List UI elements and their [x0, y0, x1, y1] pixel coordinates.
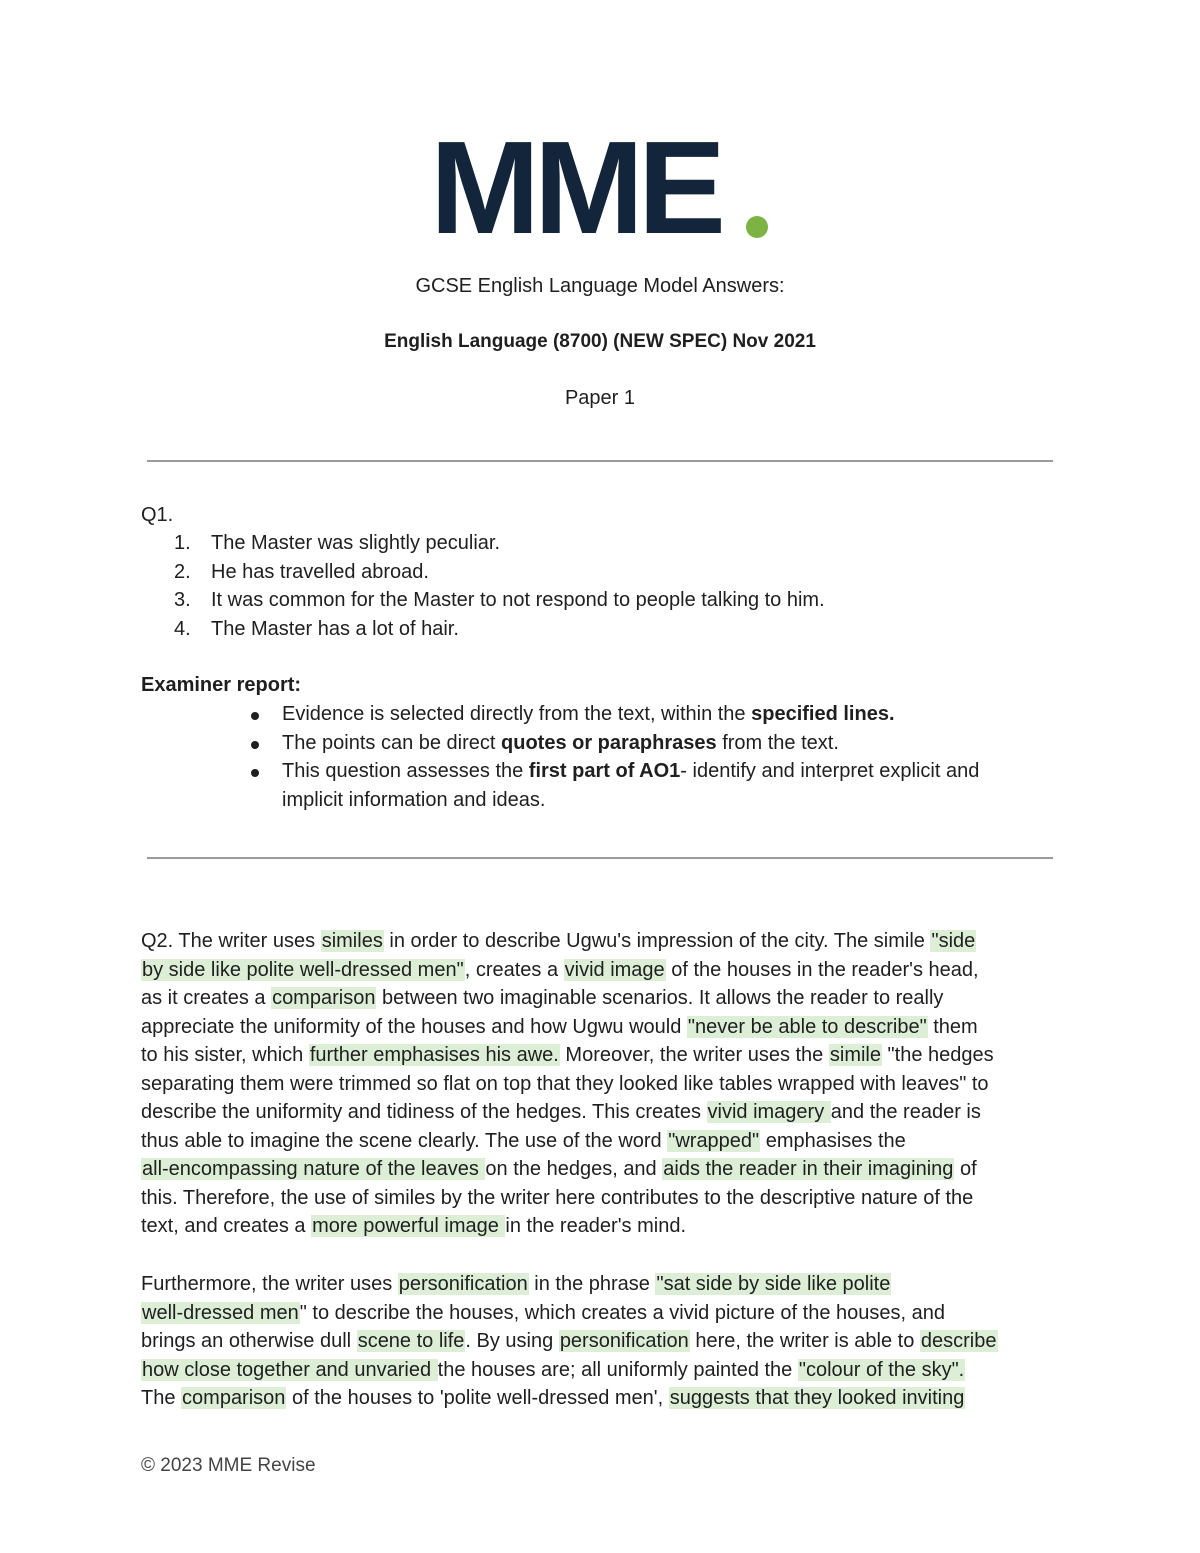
text: of [954, 1158, 977, 1181]
text: emphasises the [760, 1129, 906, 1152]
text: Q2. The writer uses [141, 930, 321, 952]
highlight: personification [398, 1273, 528, 1295]
text: here, the writer is able to [689, 1330, 920, 1353]
text: brings an otherwise dull [141, 1330, 357, 1353]
text: text, and creates a [141, 1215, 312, 1238]
copyright-footer: © 2023 MME Revise [141, 1455, 316, 1476]
list-text: The Master has a lot of hair. [211, 617, 459, 640]
text: as it creates a [141, 987, 272, 1010]
logo-dot-icon [746, 216, 768, 238]
highlight: by side like polite well-dressed men" [142, 958, 464, 981]
text: between two imaginable scenarios. It allows the reader to really [376, 987, 944, 1010]
text: to his sister, which [141, 1044, 309, 1067]
list-item [141, 700, 1041, 729]
text: thus able to imagine the scene clearly. The use of the word [141, 1129, 668, 1152]
list-text: It was common for the Master to not respond to people talking to him. [211, 589, 825, 612]
list-item [141, 529, 825, 558]
highlight: suggests that they looked inviting [669, 1387, 965, 1410]
list-item [141, 757, 1041, 814]
text: in order to describe Ugwu's impression of the city. The simile [383, 930, 931, 952]
highlight: simile [829, 1044, 881, 1067]
list-text: He has travelled abroad. [211, 560, 429, 583]
text: and the reader is [830, 1101, 981, 1124]
highlight: more powerful image [312, 1215, 505, 1238]
text: separating them were trimmed so flat on top that they looked like tables wrapped with leaves" to [141, 1072, 989, 1095]
text: in the phrase [528, 1273, 656, 1295]
highlight: well-dressed men [142, 1301, 299, 1324]
list-number: 1. [174, 532, 191, 554]
bold-text: specified lines. [751, 703, 895, 725]
q1-label: Q1. [141, 504, 174, 526]
document-subtitle: GCSE English Language Model Answers: [415, 275, 785, 297]
highlight: comparison [182, 1387, 286, 1410]
examiner-report-list [141, 700, 1041, 814]
highlight: further emphasises his awe. [309, 1044, 559, 1067]
list-text: The Master was slightly peculiar. [211, 532, 501, 554]
highlight: all-encompassing nature of the leaves [142, 1158, 485, 1181]
bullet-icon [251, 741, 259, 749]
highlight: "never be able to describe" [687, 1015, 927, 1038]
text: , creates a [464, 958, 564, 981]
highlight: "wrapped" [668, 1129, 760, 1152]
highlight: how close together and unvaried [142, 1358, 437, 1381]
text: appreciate the uniformity of the houses and how Ugwu would [141, 1015, 687, 1038]
list-item [141, 729, 1041, 758]
text: of the houses in the reader's head, [665, 958, 979, 981]
text: in the reader's mind. [505, 1215, 686, 1238]
text: describe the uniformity and tidiness of the hedges. This creates [141, 1101, 707, 1124]
text: The points can be direct [282, 731, 502, 754]
text: this. Therefore, the use of similes by the writer here contributes to the descriptive nature of the [141, 1186, 974, 1209]
text: The [141, 1387, 182, 1410]
mme-logo [430, 114, 770, 261]
text: " to describe the houses, which creates a vivid picture of the houses, and [299, 1301, 945, 1324]
text: Moreover, the writer uses the [559, 1044, 829, 1067]
text: Evidence is selected directly from the text, within the [282, 703, 752, 725]
highlight: vivid imagery [707, 1101, 830, 1124]
highlight: aids the reader in their imagining [663, 1158, 954, 1181]
text: implicit information and ideas. [282, 788, 546, 811]
bullet-icon [251, 712, 259, 720]
q1-answer-list [141, 529, 825, 643]
text: - identify and interpret explicit and [680, 760, 980, 783]
highlight: describe [920, 1330, 997, 1353]
text: "the hedges [882, 1044, 994, 1067]
highlight: "sat side by side like polite [656, 1273, 891, 1295]
bold-text: first part of AO1 [528, 760, 681, 783]
q2-answer-paragraph [141, 927, 1066, 1241]
list-item [141, 586, 825, 615]
text: . By using [465, 1330, 559, 1353]
divider [147, 857, 1053, 859]
list-item [141, 615, 825, 644]
bold-text: quotes or paraphrases [501, 731, 717, 754]
text: This question assesses the [282, 760, 529, 783]
paper-label: Paper 1 [564, 387, 636, 409]
highlight: personification [559, 1330, 689, 1353]
text: from the text. [716, 731, 839, 754]
list-number: 2. [174, 560, 191, 583]
text: of the houses to 'polite well-dressed men', [286, 1387, 669, 1410]
text: them [927, 1015, 978, 1038]
text: on the hedges, and [485, 1158, 663, 1181]
divider [147, 460, 1053, 462]
highlight: "colour of the sky". [798, 1358, 965, 1381]
highlight: similes [321, 930, 383, 952]
list-number: 4. [174, 617, 191, 640]
highlight: scene to life [357, 1330, 465, 1353]
examiner-report-heading: Examiner report: [141, 674, 302, 696]
highlight: "side [931, 930, 976, 952]
list-number: 3. [174, 589, 191, 612]
course-title: English Language (8700) (NEW SPEC) Nov 2021 [384, 331, 816, 352]
q2-second-paragraph [141, 1270, 1066, 1413]
list-item [141, 558, 825, 587]
highlight: comparison [272, 987, 376, 1010]
text: Furthermore, the writer uses [141, 1273, 398, 1295]
logo-text: MME [430, 114, 720, 261]
highlight: vivid image [564, 958, 665, 981]
bullet-icon [251, 769, 259, 777]
text: the houses are; all uniformly painted the [437, 1358, 798, 1381]
